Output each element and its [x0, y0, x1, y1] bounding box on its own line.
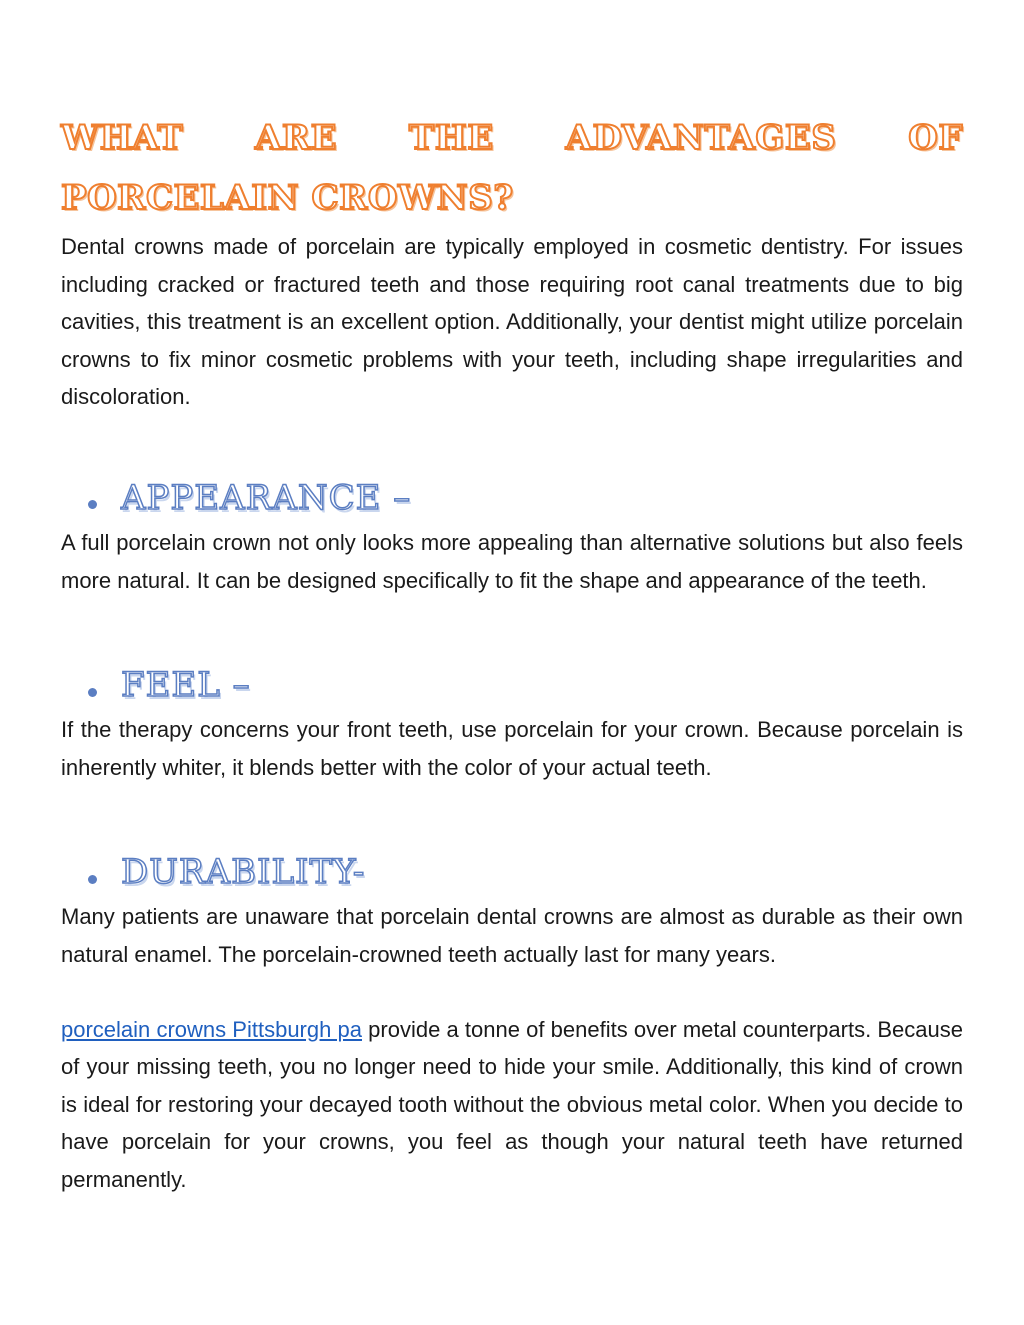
page-title: WHAT ARE THE ADVANTAGES OF PORCELAIN CROWNS?: [61, 118, 963, 218]
section-heading-text: APPEARANCE –: [121, 477, 412, 518]
section-heading-appearance: [61, 472, 963, 524]
section-paragraph-durability: Many patients are unaware that porcelain dental crowns are almost as durable as their own natural enamel. The porcelain-crowned teeth actually last for many years.: [61, 904, 963, 967]
closing-paragraph: [61, 1011, 963, 1199]
closing-text: provide a tonne of benefits over metal counterparts. Because of your missing teeth, you no longer need to hide your smile. Additionally, this kind of crown is ideal for restoring your decayed tooth without the obvious metal color. When you decide to have porcelain for your crowns, you feel as though your natural teeth have returned permanently.: [61, 1016, 963, 1192]
bullet-icon: [88, 688, 97, 697]
section-heading-text: FEEL –: [121, 665, 251, 706]
bullet-icon: [88, 500, 97, 509]
section-heading-text: DURABILITY-: [121, 852, 366, 893]
section-heading-durability: [61, 846, 963, 898]
document-page: [61, 108, 963, 1199]
intro-paragraph: Dental crowns made of porcelain are typically employed in cosmetic dentistry. For issues including cracked or fractured teeth and those requiring root canal treatments due to big cavities, this treatment is an excellent option. Additionally, your dentist might utilize porcelain crowns to fix minor cosmetic problems with your teeth, including shape irregularities and discoloration.: [61, 234, 963, 410]
bullet-icon: [88, 875, 97, 884]
section-paragraph-appearance: A full porcelain crown not only looks more appealing than alternative solutions but also feels more natural. It can be designed specifically to fit the shape and appearance of the teeth.: [61, 529, 963, 593]
section-heading-feel: [61, 659, 963, 711]
section-paragraph-feel: If the therapy concerns your front teeth, use porcelain for your crown. Because porcelain is inherently whiter, it blends better with the color of your actual teeth.: [61, 717, 963, 780]
porcelain-crowns-link[interactable]: porcelain crowns Pittsburgh pa: [61, 1016, 362, 1042]
